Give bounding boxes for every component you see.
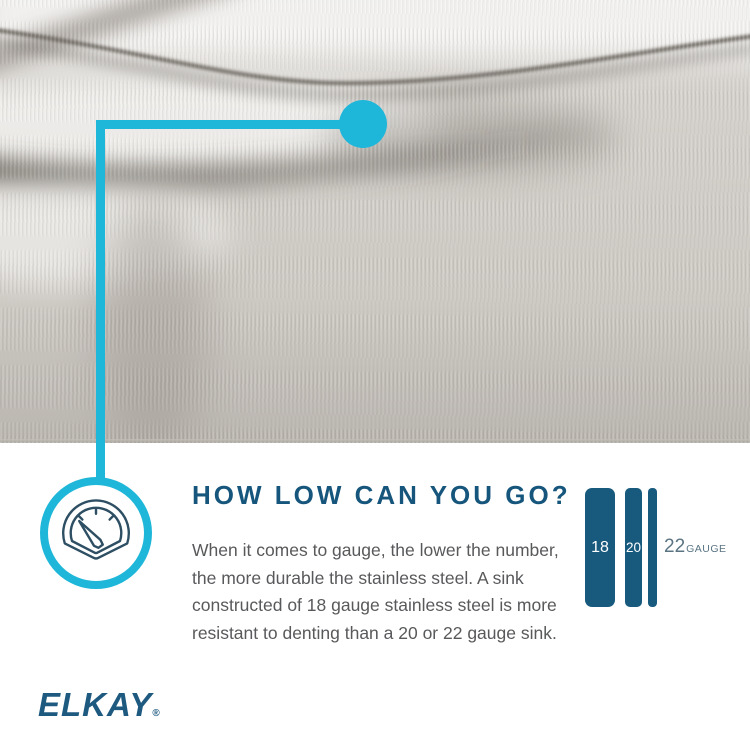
gauge-unit-text: GAUGE <box>686 543 727 555</box>
body-line: constructed of 18 gauge stainless steel is more <box>192 595 557 615</box>
gauge-bar-20 <box>625 488 642 607</box>
gauge-bar-22-label: 22 <box>664 536 686 557</box>
gauge-bar-22 <box>648 488 657 607</box>
gauge-icon-badge <box>40 477 152 589</box>
body-line: resistant to denting than a 20 or 22 gauge sink. <box>192 622 557 643</box>
callout-dot <box>339 100 387 148</box>
callout-line-vertical <box>96 120 105 480</box>
body-line: the more durable the stainless steel. A sink <box>192 567 524 588</box>
body-line: When it comes to gauge, the lower the number, <box>192 540 559 560</box>
gauge-bar-18 <box>585 488 615 607</box>
gauge-bar-20-label: 20 <box>625 540 642 555</box>
elkay-logo-text: ELKAY <box>38 686 153 723</box>
section-heading: HOW LOW CAN YOU GO? <box>192 480 571 510</box>
gauge-unit-label <box>664 536 727 558</box>
body-text <box>192 537 559 647</box>
registered-trademark-icon: ® <box>152 708 160 719</box>
gauge-bar-18-label: 18 <box>591 538 609 556</box>
callout-line-horizontal <box>96 120 346 129</box>
gauge-dial-icon <box>56 493 136 573</box>
elkay-logo <box>38 686 160 724</box>
sink-edge-line <box>0 439 750 442</box>
